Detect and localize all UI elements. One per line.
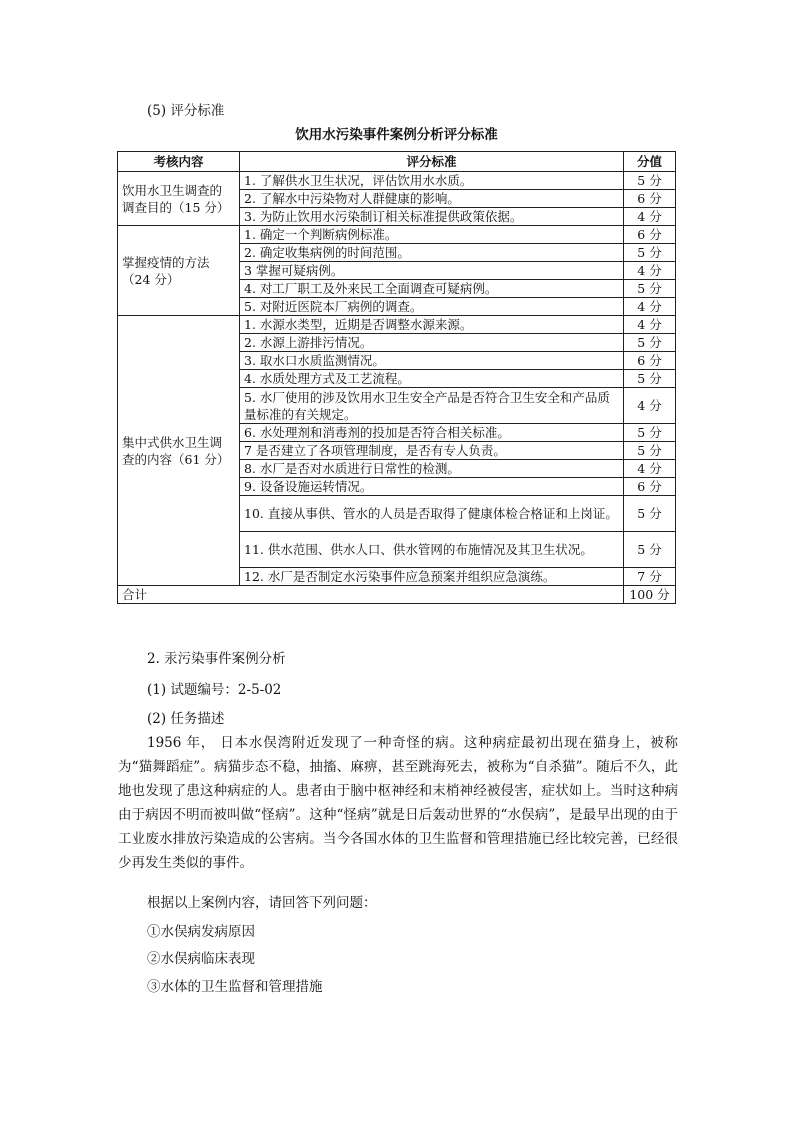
score-cell: 4 分 bbox=[624, 388, 676, 424]
criteria-cell: 10. 直接从事供、管水的人员是否取得了健康体检合格证和上岗证。 bbox=[240, 496, 624, 532]
category-cell bbox=[118, 316, 240, 586]
category-label: 集中式供水卫生调查的内容（61 分） bbox=[122, 434, 230, 467]
criteria-cell: 7 是否建立了各项管理制度，是否有专人负责。 bbox=[240, 442, 624, 460]
criteria-cell: 3. 取水口水质监测情况。 bbox=[240, 352, 624, 370]
score-cell: 5 分 bbox=[624, 280, 676, 298]
category-label: 掌握疫情的方法（24 分） bbox=[122, 254, 210, 287]
category-cell bbox=[118, 226, 240, 316]
table-row bbox=[118, 172, 676, 190]
total-label: 合计 bbox=[118, 586, 624, 604]
header-category: 考核内容 bbox=[118, 152, 240, 172]
score-cell: 4 分 bbox=[624, 460, 676, 478]
score-cell: 5 分 bbox=[624, 496, 676, 532]
criteria-cell: 1. 水源水类型，近期是否调整水源来源。 bbox=[240, 316, 624, 334]
criteria-cell: 2. 水源上游排污情况。 bbox=[240, 334, 624, 352]
criteria-cell: 3 掌握可疑病例。 bbox=[240, 262, 624, 280]
criteria-cell: 12. 水厂是否制定水污染事件应急预案并组织应急演练。 bbox=[240, 568, 624, 586]
criteria-cell: 2. 确定收集病例的时间范围。 bbox=[240, 244, 624, 262]
table-row bbox=[118, 316, 676, 334]
score-cell: 6 分 bbox=[624, 190, 676, 208]
criteria-cell: 3. 为防止饮用水污染制订相关标准提供政策依据。 bbox=[240, 208, 624, 226]
criteria-cell: 1. 确定一个判断病例标准。 bbox=[240, 226, 624, 244]
total-row bbox=[118, 586, 676, 604]
question-2: ②水俣病临床表现 bbox=[147, 951, 255, 967]
criteria-cell: 5. 对附近医院本厂病例的调查。 bbox=[240, 298, 624, 316]
score-cell: 6 分 bbox=[624, 352, 676, 370]
criteria-cell: 11. 供水范围、供水人口、供水管网的布施情况及其卫生状况。 bbox=[240, 532, 624, 568]
question-1: ①水俣病发病原因 bbox=[147, 924, 255, 940]
criteria-cell: 9. 设备设施运转情况。 bbox=[240, 478, 624, 496]
case-description: 1956 年， 日本水俣湾附近发现了一种奇怪的病。这种病症最初出现在猫身上，被称为“猫舞蹈症”。病猫步态不稳，抽搐、麻痹，甚至跳海死去，被称为“自杀猫”。随后不久，此地也发现了患这种病症的人。患者由于脑中枢神经和末梢神经被侵害，症状如上。当时这种病由于病因不明而被叫做“怪病”。这种“怪病”就是日后轰动世界的“水俣病”，是最早出现的由于工业废水排放污染造成的公害病。当今各国水体的卫生监督和管理措施已经比较完善，已经很少再发生类似的事件。 bbox=[118, 735, 678, 871]
criteria-cell: 4. 水质处理方式及工艺流程。 bbox=[240, 370, 624, 388]
score-cell: 5 分 bbox=[624, 334, 676, 352]
table-header-row bbox=[118, 152, 676, 172]
score-cell: 5 分 bbox=[624, 370, 676, 388]
header-criteria: 评分标准 bbox=[240, 152, 624, 172]
score-cell: 6 分 bbox=[624, 226, 676, 244]
question-prompt: 根据以上案例内容，请回答下列问题： bbox=[147, 895, 377, 911]
criteria-cell: 2. 了解水中污染物对人群健康的影响。 bbox=[240, 190, 624, 208]
table-title: 饮用水污染事件案例分析评分标准 bbox=[295, 127, 498, 143]
task-heading: (2) 任务描述 bbox=[147, 711, 225, 727]
score-cell: 4 分 bbox=[624, 316, 676, 334]
section-label: (5) 评分标准 bbox=[147, 103, 225, 119]
case-heading: 2. 汞污染事件案例分析 bbox=[147, 651, 286, 667]
criteria-cell: 5. 水厂使用的涉及饮用水卫生安全产品是否符合卫生安全和产品质量标准的有关规定。 bbox=[240, 388, 624, 424]
header-score: 分值 bbox=[624, 152, 676, 172]
category-cell bbox=[118, 172, 240, 226]
score-cell: 5 分 bbox=[624, 424, 676, 442]
total-score: 100 分 bbox=[624, 586, 676, 604]
score-cell: 4 分 bbox=[624, 208, 676, 226]
criteria-cell: 6. 水处理剂和消毒剂的投加是否符合相关标准。 bbox=[240, 424, 624, 442]
score-cell: 7 分 bbox=[624, 568, 676, 586]
category-label: 饮用水卫生调查的调查目的（15 分） bbox=[122, 182, 230, 215]
score-cell: 5 分 bbox=[624, 532, 676, 568]
question-3: ③水体的卫生监督和管理措施 bbox=[147, 979, 323, 995]
score-cell: 4 分 bbox=[624, 262, 676, 280]
table-row bbox=[118, 226, 676, 244]
question-number: (1) 试题编号：2-5-02 bbox=[147, 682, 282, 698]
score-cell: 5 分 bbox=[624, 442, 676, 460]
score-cell: 5 分 bbox=[624, 172, 676, 190]
criteria-cell: 8. 水厂是否对水质进行日常性的检测。 bbox=[240, 460, 624, 478]
score-cell: 5 分 bbox=[624, 244, 676, 262]
score-cell: 6 分 bbox=[624, 478, 676, 496]
criteria-cell: 1. 了解供水卫生状况，评估饮用水水质。 bbox=[240, 172, 624, 190]
scoring-table bbox=[117, 151, 676, 604]
criteria-cell: 4. 对工厂职工及外来民工全面调查可疑病例。 bbox=[240, 280, 624, 298]
score-cell: 4 分 bbox=[624, 298, 676, 316]
